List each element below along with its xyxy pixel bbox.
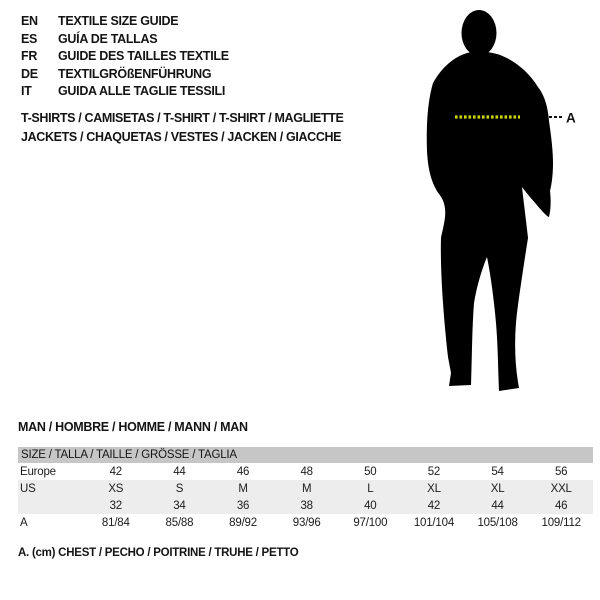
language-code: DE <box>21 66 38 81</box>
garment-categories <box>21 109 344 146</box>
language-guide-title: GUÍA DE TALLAS <box>58 31 158 46</box>
language-code: EN <box>21 14 38 28</box>
row-label: A <box>20 517 28 529</box>
language-guide-title: TEXTILE SIZE GUIDE <box>58 14 179 28</box>
table-cell: 32 <box>109 499 123 512</box>
table-cell: 109/112 <box>541 517 581 529</box>
category-jackets: JACKETS / CHAQUETAS / VESTES / JACKEN / GIACCHE <box>21 129 342 144</box>
language-code: ES <box>21 31 38 46</box>
list-item <box>21 31 229 49</box>
size-table <box>18 447 593 532</box>
table-cell: XS <box>108 482 124 495</box>
table-cell: 54 <box>491 465 504 478</box>
language-guide-list <box>21 13 229 101</box>
list-item <box>21 13 229 31</box>
table-cell: 46 <box>554 499 568 512</box>
table-cell: 34 <box>173 499 186 512</box>
table-cell: 42 <box>427 499 441 512</box>
table-cell: XL <box>427 482 441 495</box>
table-cell: 36 <box>236 499 250 512</box>
table-cell: M <box>238 482 248 495</box>
language-guide-title: GUIDA ALLE TAGLIE TESSILI <box>58 84 226 98</box>
table-cell: 56 <box>554 465 568 478</box>
table-cell: 93/96 <box>292 517 321 529</box>
table-cell: 85/88 <box>165 517 194 529</box>
table-cell: 38 <box>300 499 313 512</box>
table-cell: 44 <box>173 465 186 478</box>
table-cell: 97/100 <box>353 517 388 529</box>
language-guide-title: GUIDE DES TAILLES TEXTILE <box>58 49 229 63</box>
table-cell: 105/108 <box>477 517 518 529</box>
table-cell: M <box>301 482 312 495</box>
table-cell: 81/84 <box>101 517 130 529</box>
table-cell: L <box>367 482 374 495</box>
list-item <box>21 48 229 66</box>
table-cell: 46 <box>236 465 250 478</box>
table-cell: 44 <box>491 499 504 512</box>
list-item <box>21 66 229 84</box>
list-item <box>21 83 229 101</box>
measure-label-a: A <box>566 110 576 126</box>
section-heading-man: MAN / HOMBRE / HOMME / MANN / MAN <box>18 420 248 434</box>
row-label: US <box>20 482 36 495</box>
silhouette-head <box>462 10 497 56</box>
table-row-us-numeric <box>18 497 593 514</box>
language-code: FR <box>21 49 38 63</box>
table-cell: 101/104 <box>413 517 455 529</box>
row-label: Europe <box>20 465 56 478</box>
table-cell: 40 <box>364 499 377 512</box>
table-cell: 89/92 <box>229 517 257 529</box>
table-cell: 48 <box>300 465 313 478</box>
category-tshirts: T-SHIRTS / CAMISETAS / T-SHIRT / T-SHIRT / MAGLIETTE <box>21 111 344 125</box>
language-guide-title: TEXTILGRÖßENFÜHRUNG <box>58 66 212 81</box>
table-cell: 42 <box>109 465 123 478</box>
size-table-header: SIZE / TALLA / TAILLE / GRÖSSE / TAGLIA <box>18 447 593 463</box>
table-row-europe <box>18 463 593 480</box>
table-row-chest-cm <box>18 514 593 532</box>
table-row-us <box>18 480 593 497</box>
table-cell: 50 <box>364 465 377 478</box>
man-silhouette-figure <box>418 5 598 397</box>
language-code: IT <box>21 84 32 98</box>
table-cell: XXL <box>550 482 572 495</box>
table-cell: XL <box>490 482 505 495</box>
table-cell: 52 <box>427 465 441 478</box>
silhouette-body <box>427 52 553 391</box>
measurement-footnote: A. (cm) CHEST / PECHO / POITRINE / TRUHE / PETTO <box>18 547 299 559</box>
table-cell: S <box>175 482 184 495</box>
